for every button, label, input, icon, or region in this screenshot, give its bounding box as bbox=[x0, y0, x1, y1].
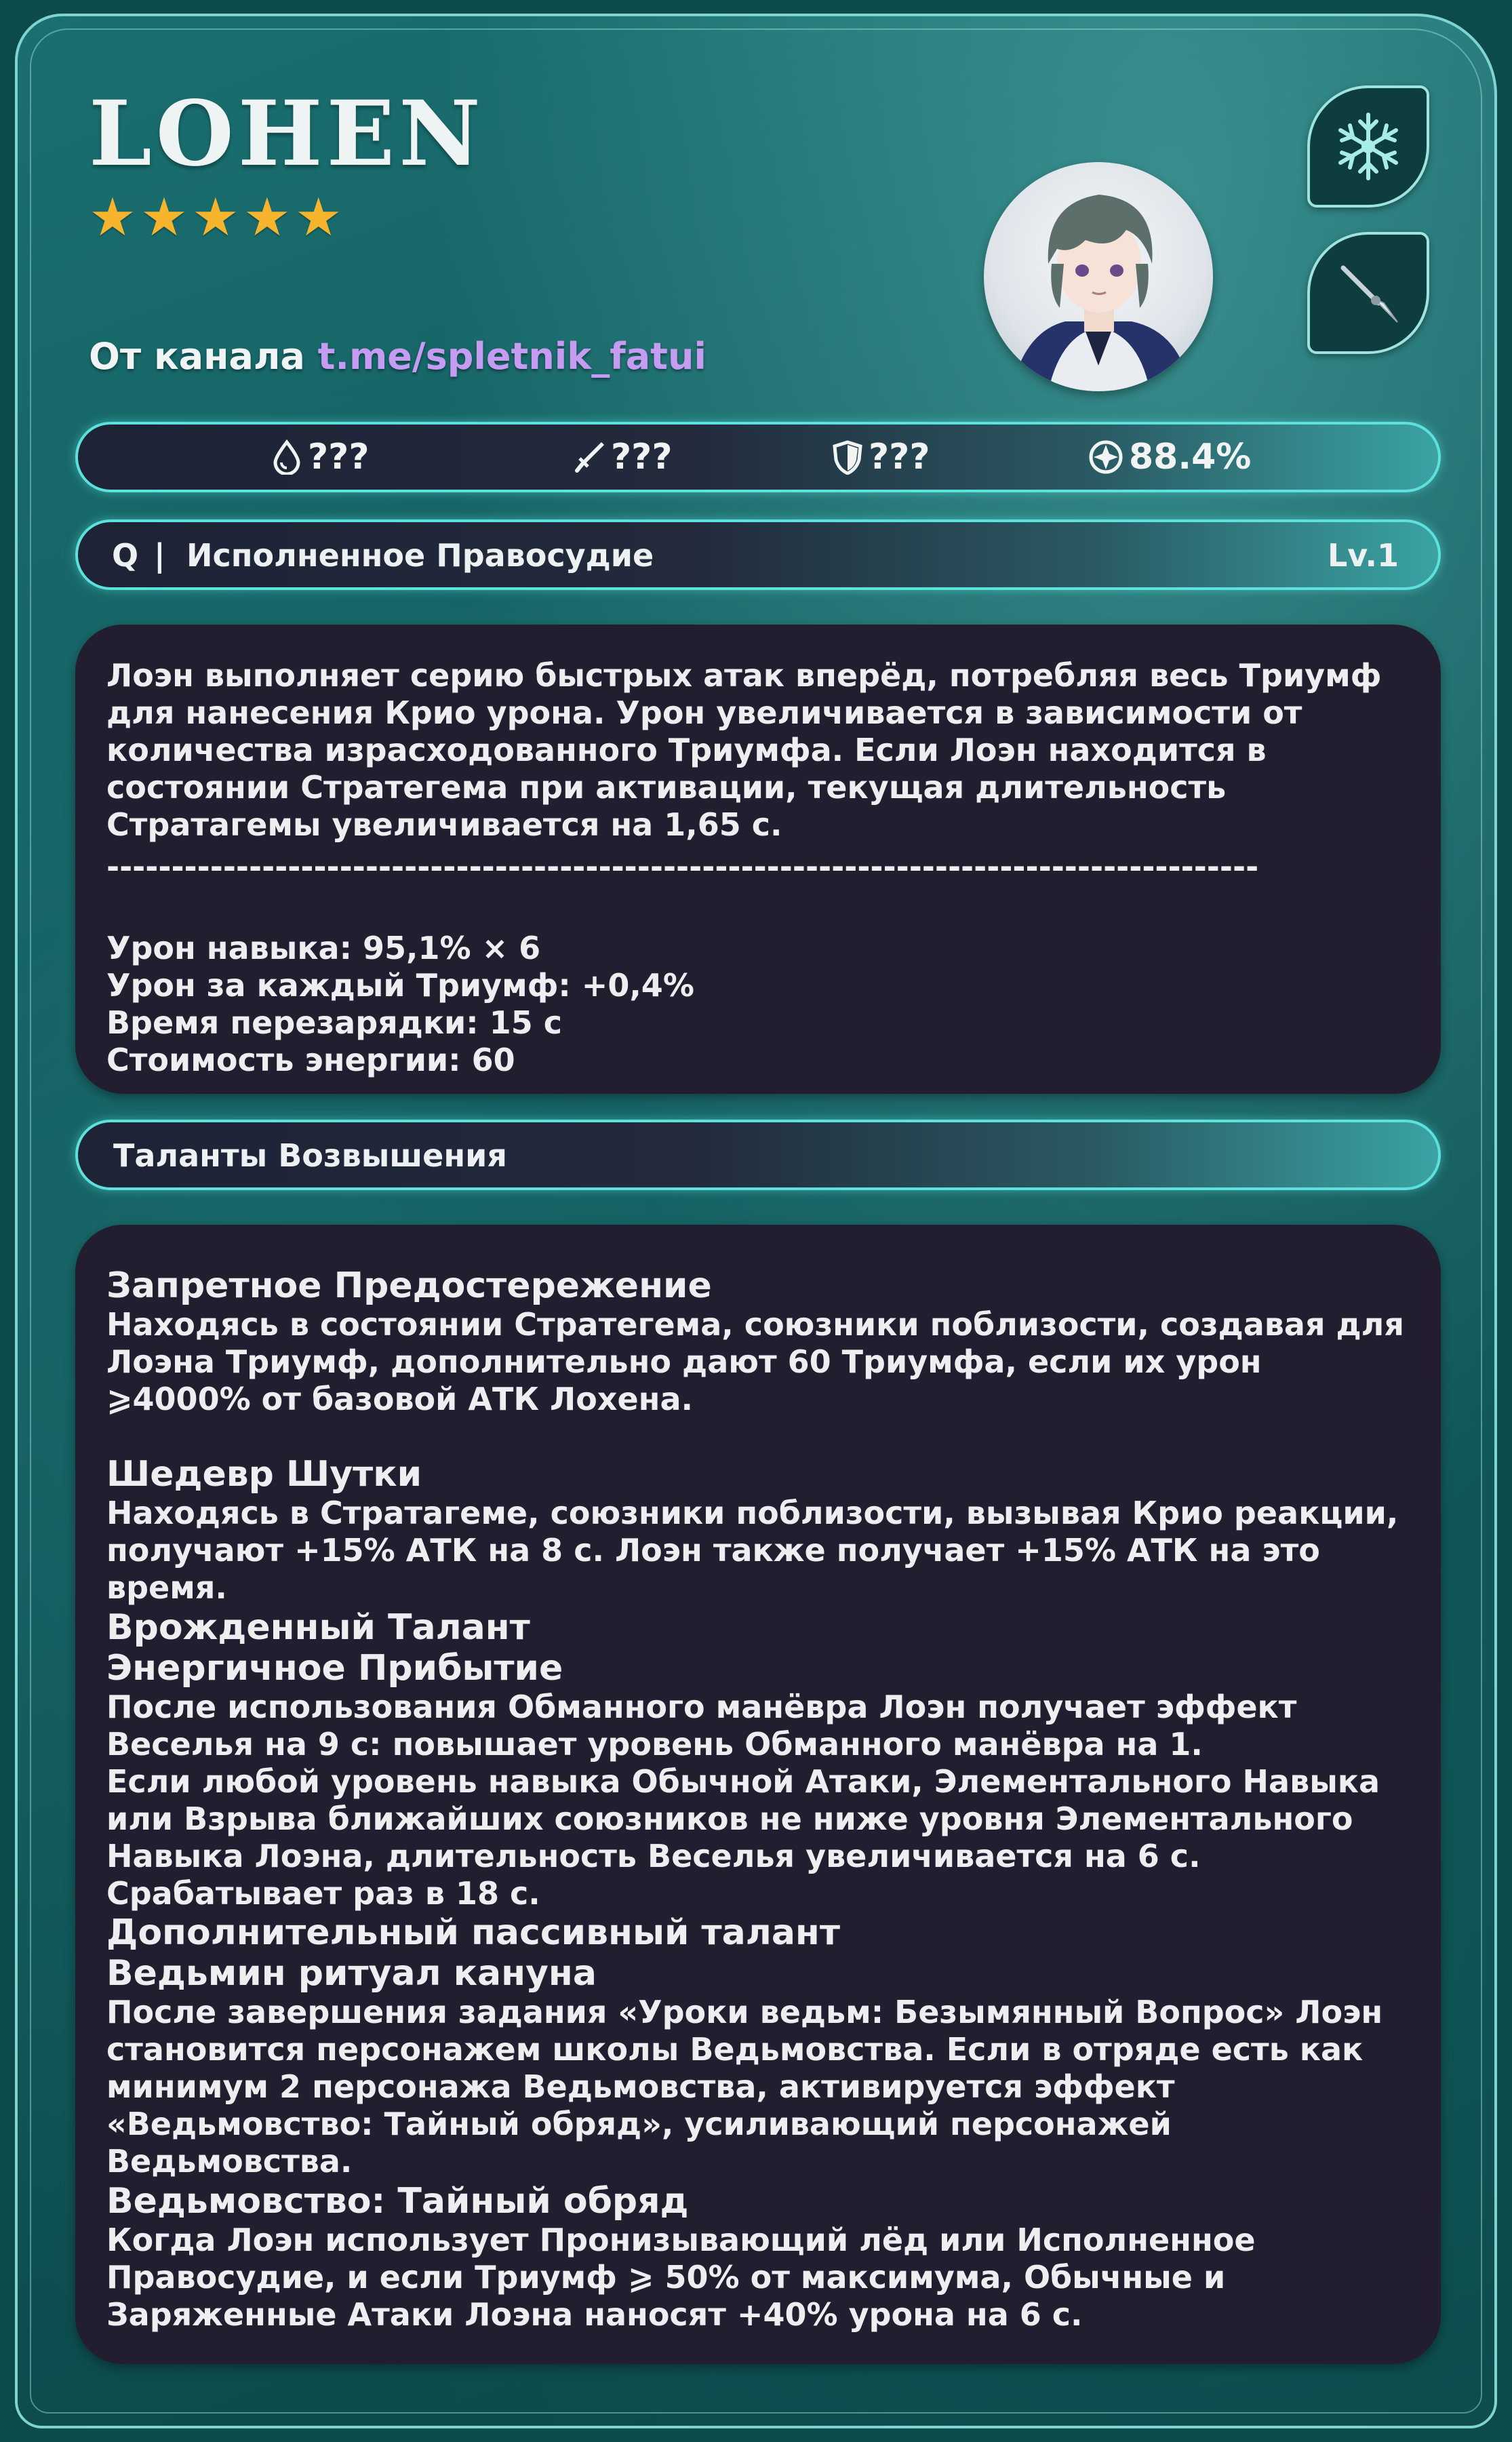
crit-icon bbox=[1088, 439, 1123, 475]
stat-hp-value: ??? bbox=[308, 437, 370, 477]
star-icon: ★ bbox=[294, 187, 342, 248]
burst-stat: Урон за каждый Триумф: +0,4% bbox=[106, 967, 694, 1004]
stat-def bbox=[832, 425, 930, 490]
source-credit bbox=[89, 335, 707, 378]
stat-bar bbox=[75, 422, 1441, 492]
ascension-title: Таланты Возвышения bbox=[113, 1137, 507, 1174]
talent-text: После использования Обманного манёвра Лоэн получает эффект Веселья на 9 с: повышает уровень Обманного манёвра на 1. bbox=[106, 1689, 1297, 1762]
stat-atk bbox=[574, 425, 673, 490]
character-card bbox=[15, 14, 1497, 2428]
burst-key: Q bbox=[112, 537, 139, 574]
talent-text: Когда Лоэн использует Пронизывающий лёд или Исполненное Правосудие, и если Триумф ⩾ 50% от максимума, Обычные и Заряженные Атаки Лоэна наносят +40% урона на 6 с. bbox=[106, 2222, 1256, 2333]
talent-subtitle: Энергичное Прибытие bbox=[106, 1648, 563, 1689]
hp-drop-icon bbox=[271, 439, 302, 475]
talent-title: Ведьмовство: Тайный обряд bbox=[106, 2181, 689, 2222]
talent-title: Врожденный Талант bbox=[106, 1607, 530, 1648]
burst-level: Lv.1 bbox=[1327, 537, 1399, 574]
stat-crit bbox=[1088, 425, 1251, 490]
element-badge bbox=[1307, 85, 1429, 208]
star-icon: ★ bbox=[191, 187, 239, 248]
burst-stat: Урон навыка: 95,1% × 6 bbox=[106, 930, 541, 966]
polearm-icon bbox=[1331, 256, 1406, 330]
burst-panel bbox=[75, 625, 1441, 1094]
ascension-header bbox=[75, 1120, 1441, 1190]
burst-separator: | bbox=[154, 537, 165, 574]
ascension-panel bbox=[75, 1225, 1441, 2364]
star-icon: ★ bbox=[89, 187, 136, 248]
stat-atk-value: ??? bbox=[611, 437, 673, 477]
talent-text: После завершения задания «Уроки ведьм: Безымянный Вопрос» Лоэн становится персонажем школы Ведьмовства. Если в отряде есть как минимум 2 персонажа Ведьмовства, активируется эффект «Ведьмовство: Тайный обряд», усиливающий персонажей Ведьмовства. bbox=[106, 1994, 1383, 2180]
star-icon: ★ bbox=[140, 187, 188, 248]
weapon-badge bbox=[1307, 232, 1429, 354]
stat-hp bbox=[271, 425, 370, 490]
burst-divider: ----------------------------------------------------------------------------------------- bbox=[106, 848, 1259, 885]
def-shield-icon bbox=[832, 439, 863, 475]
burst-name: Исполненное Правосудие bbox=[186, 537, 654, 574]
atk-sword-icon bbox=[574, 439, 605, 475]
cryo-snowflake-icon bbox=[1331, 109, 1406, 184]
talent-subtitle: Ведьмин ритуал кануна bbox=[106, 1953, 597, 1994]
burst-stat: Стоимость энергии: 60 bbox=[106, 1042, 515, 1078]
avatar-illustration bbox=[984, 162, 1213, 391]
burst-stat: Время перезарядки: 15 с bbox=[106, 1004, 562, 1041]
character-portrait bbox=[984, 162, 1213, 391]
talent-text: Если любой уровень навыка Обычной Атаки, Элементального Навыка или Взрыва ближайших союзников не ниже уровня Элементального Навыка Лоэна, длительность Веселья увеличивается на 6 с. Срабатывает раз в 18 с. bbox=[106, 1763, 1380, 1912]
source-prefix: От канала bbox=[89, 335, 305, 378]
stat-def-value: ??? bbox=[869, 437, 930, 477]
talent-text: Находясь в состоянии Стратегема, союзники поблизости, создавая для Лоэна Триумф, дополнительно дают 60 Триумфа, если их урон ⩾4000% от базовой АТК Лохена. bbox=[106, 1306, 1404, 1417]
talent-title: Запретное Предостережение bbox=[106, 1265, 712, 1306]
burst-description: Лоэн выполняет серию быстрых атак вперёд, потребляя весь Триумф для нанесения Крио урона. Урон увеличивается в зависимости от количества израсходованного Триумфа. Если Лоэн находится в состоянии Стратегема при активации, текущая длительность Стратагемы увеличивается на 1,65 с. bbox=[106, 657, 1382, 843]
stat-crit-value: 88.4% bbox=[1129, 437, 1252, 477]
character-name: LOHEN bbox=[89, 81, 485, 186]
talent-title: Шедевр Шутки bbox=[106, 1454, 422, 1495]
channel-link[interactable]: t.me/spletnik_fatui bbox=[317, 335, 707, 378]
talent-text: Находясь в Стратагеме, союзники поблизости, вызывая Крио реакции, получают +15% АТК на 8 с. Лоэн также получает +15% АТК на это время. bbox=[106, 1495, 1399, 1606]
rarity-stars bbox=[89, 187, 342, 248]
burst-header bbox=[75, 519, 1441, 590]
star-icon: ★ bbox=[243, 187, 291, 248]
talent-title: Дополнительный пассивный талант bbox=[106, 1912, 840, 1953]
